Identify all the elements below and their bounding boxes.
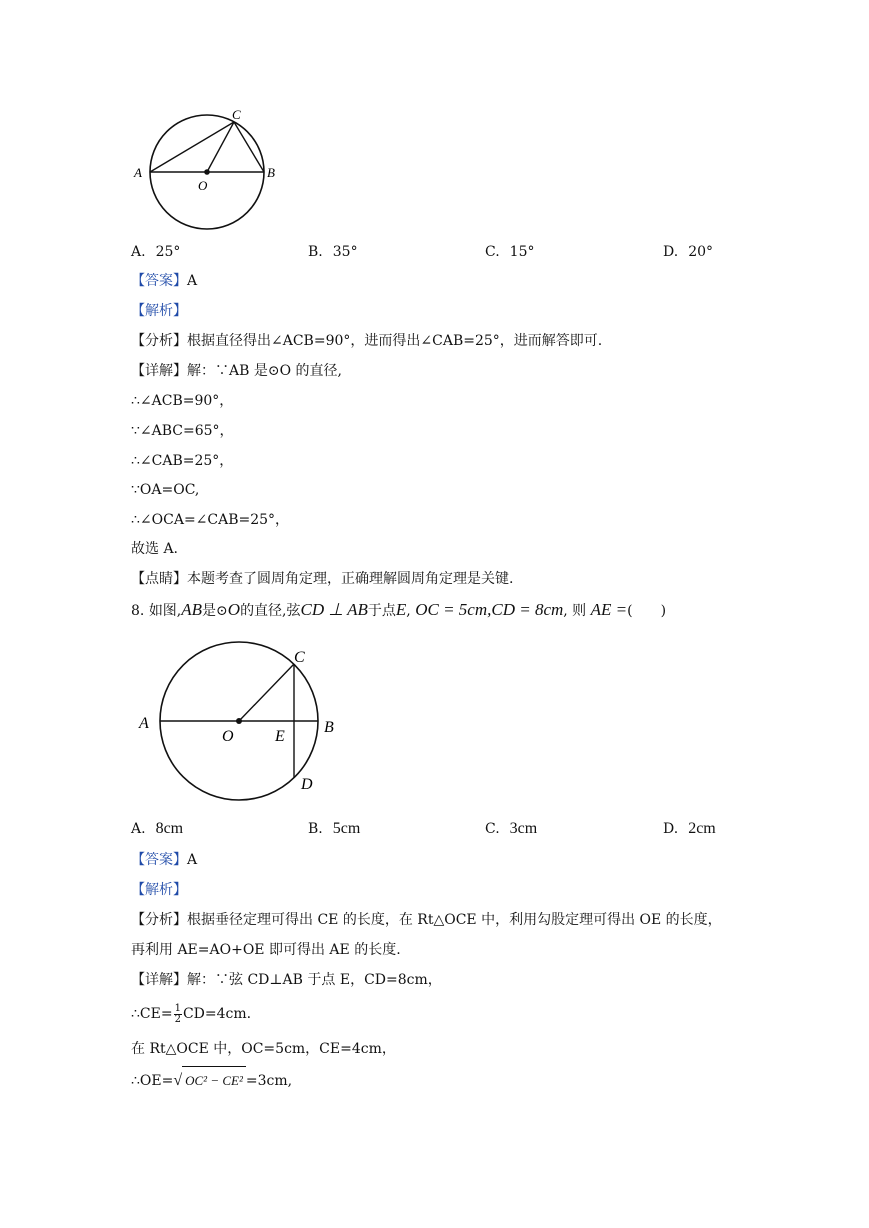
q8-option-d: D. 2cm — [663, 820, 716, 837]
q7-option-a: A. 25° — [131, 244, 181, 260]
q8-label-a: A — [139, 715, 149, 732]
q7-answer: 【答案】A — [131, 273, 198, 289]
q8-option-b: B. 5cm — [308, 820, 361, 837]
answer-tag: 【答案】 — [131, 273, 187, 289]
q8-step-1: ∴CE= $\frac{1}{2}$ CD=4cm. — [131, 1002, 252, 1025]
q7-label-o: O — [198, 178, 208, 193]
q7-option-d: D. 20° — [663, 244, 714, 260]
q7-option-b: B. 35° — [308, 244, 358, 260]
q7-label-b: B — [267, 165, 275, 180]
q7-analysis-heading: 【解析】 — [131, 303, 187, 319]
q7-step-6: 故选 A. — [131, 541, 179, 557]
q8-fenxi-cont: 再利用 AE=AO+OE 即可得出 AE 的长度. — [131, 942, 401, 958]
sqrt-radicand: OC² − CE² — [182, 1066, 246, 1095]
q7-step-3: ∴∠CAB=25°， — [131, 453, 234, 469]
q7-step-4: ∵OA=OC, — [131, 482, 200, 498]
answer-tag: 【答案】 — [131, 852, 187, 868]
q7-label-c: C — [232, 107, 241, 122]
q8-label-c: C — [294, 649, 305, 666]
q8-step-2: 在 Rt△OCE 中，OC=5cm，CE=4cm， — [131, 1041, 396, 1057]
q8-step-3: ∴OE=√ OC² − CE² =3cm, — [131, 1066, 292, 1095]
q7-figure — [128, 102, 288, 232]
q7-step-5: ∴∠OCA=∠CAB=25°， — [131, 512, 290, 528]
fraction: $\frac{1}{2}$ — [174, 1002, 181, 1025]
q7-option-c: C. 15° — [485, 244, 535, 260]
q7-xiangjie: 【详解】解：∵AB 是⊙O 的直径, — [131, 363, 342, 379]
q7-step-2: ∵∠ABC=65°， — [131, 423, 234, 439]
q7-dianjing: 【点睛】本题考查了圆周角定理，正确理解圆周角定理是关键. — [131, 571, 514, 587]
q8-option-a: A. 8cm — [131, 820, 184, 837]
q7-fenxi: 【分析】根据直径得出∠ACB=90°，进而得出∠CAB=25°，进而解答即可. — [131, 333, 603, 349]
q8-label-b: B — [324, 719, 334, 736]
q8-label-o: O — [222, 728, 234, 745]
q8-label-e: E — [275, 728, 285, 745]
q8-figure — [130, 640, 350, 810]
q7-step-1: ∴∠ACB=90°， — [131, 393, 234, 409]
sqrt-sign: √ — [173, 1072, 183, 1089]
q8-fenxi: 【分析】根据垂径定理可得出 CE 的长度，在 Rt△OCE 中，利用勾股定理可得出 OE 的长度， — [131, 912, 722, 928]
q8-answer: 【答案】A — [131, 852, 198, 868]
q8-stem: 8. 如图,AB是⊙O的直径,弦CD ⊥ AB于点E, OC = 5cm,CD = 8cm, 则 AE =( ) — [131, 600, 667, 619]
q8-option-c: C. 3cm — [485, 820, 538, 837]
q8-analysis-heading: 【解析】 — [131, 882, 187, 898]
q8-label-d: D — [301, 776, 313, 793]
q7-label-a: A — [134, 165, 142, 180]
q8-xiangjie: 【详解】解：∵弦 CD⊥AB 于点 E，CD=8cm， — [131, 972, 442, 988]
